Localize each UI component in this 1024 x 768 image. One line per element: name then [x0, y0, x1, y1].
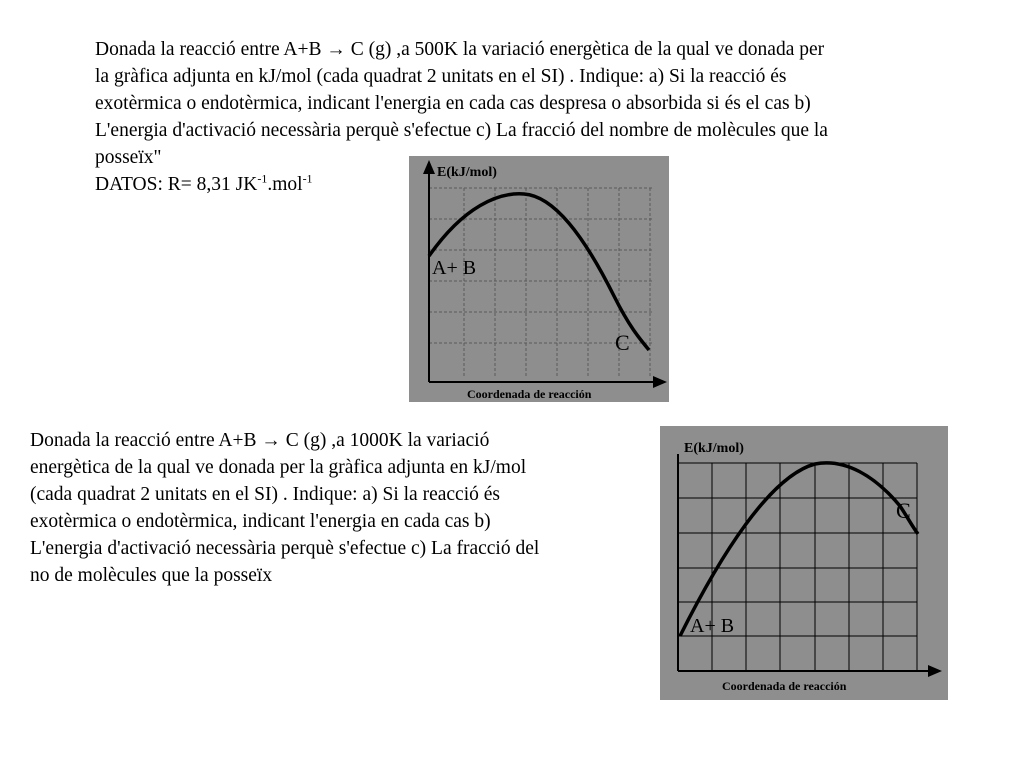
problem-1-line: exotèrmica o endotèrmica, indicant l'energia en cada cas despresa o absorbida si és el cas b) — [95, 93, 811, 114]
energy-diagram-500k-svg — [409, 156, 669, 402]
problem-2-line: no de molècules que la posseïx — [30, 565, 273, 586]
datos-exponent-2: -1 — [302, 171, 313, 186]
x-axis-label: Coordenada de reacción — [722, 679, 847, 693]
y-axis-label: E(kJ/mol) — [684, 441, 744, 456]
problem-2-line: energètica de la qual ve donada per la gràfica adjunta en kJ/mol — [30, 457, 527, 478]
x-axis-label: Coordenada de reacción — [467, 387, 592, 401]
problem-2-text — [30, 427, 650, 589]
problem-1-line: posseïx" — [95, 147, 162, 168]
energy-diagram-1000k — [660, 426, 948, 700]
datos-label: DATOS: R= 8,31 JK — [95, 174, 258, 195]
grid — [678, 463, 917, 671]
energy-diagram-1000k-svg — [660, 426, 948, 700]
datos-exponent-1: -1 — [257, 171, 268, 186]
problem-2-line: exotèrmica o endotèrmica, indicant l'energia en cada cas b) — [30, 511, 491, 532]
reactant-label: A+ B — [690, 615, 735, 637]
product-label: C — [896, 498, 911, 523]
reaction-curve — [680, 463, 918, 636]
reactant-label: A+ B — [432, 257, 477, 279]
datos-unit: .mol — [267, 174, 303, 195]
problem-1-line: L'energia d'activació necessària perquè s'efectue c) La fracció del nombre de molècules que la — [95, 120, 828, 141]
energy-diagram-500k — [409, 156, 669, 402]
problem-1-line: la gràfica adjunta en kJ/mol (cada quadrat 2 unitats en el SI) . Indique: a) Si la reacció és — [95, 66, 787, 87]
problem-2-line: (cada quadrat 2 unitats en el SI) . Indique: a) Si la reacció és — [30, 484, 500, 505]
problem-2-line: L'energia d'activació necessària perquè s'efectue c) La fracció del — [30, 538, 540, 559]
problem-2-line: Donada la reacció entre A+B → C (g) ,a 1000K la variació — [30, 430, 490, 451]
problem-1-line: Donada la reacció entre A+B → C (g) ,a 500K la variació energètica de la qual ve donada per — [95, 39, 825, 60]
product-label: C — [615, 330, 630, 355]
y-axis-label: E(kJ/mol) — [437, 165, 497, 180]
